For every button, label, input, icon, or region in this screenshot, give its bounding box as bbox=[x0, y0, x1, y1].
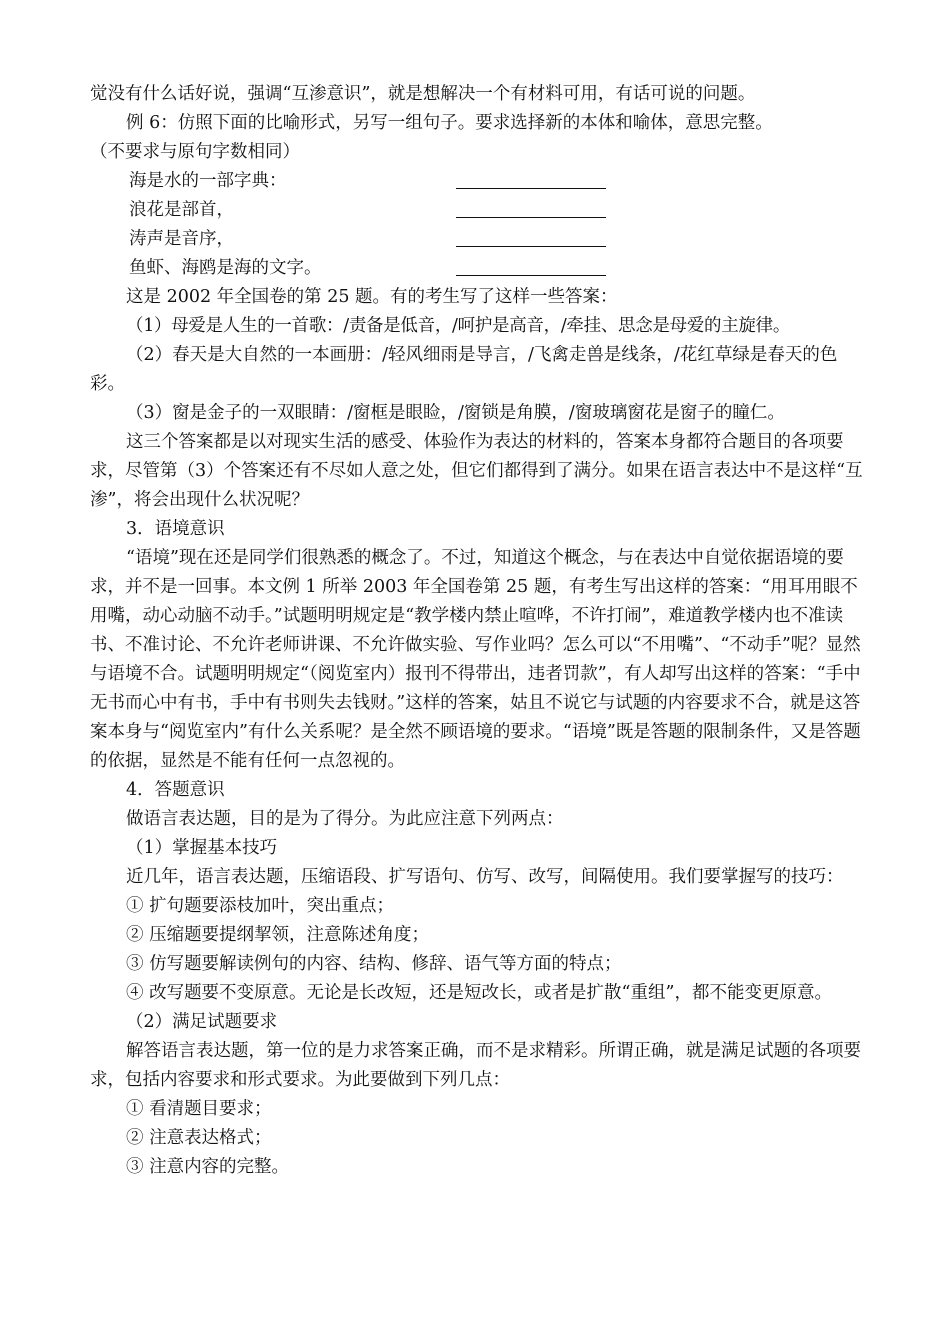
list-item: ③ 注意内容的完整。 bbox=[126, 1157, 290, 1177]
paragraph: 近几年，语言表达题，压缩语段、扩写语句、仿写、改写，间隔使用。我们要掌握写的技巧： bbox=[126, 867, 844, 887]
poem-line bbox=[90, 254, 870, 283]
poem-text: 涛声是音序， bbox=[129, 229, 234, 249]
paragraph: 解答语言表达题，第一位的是力求答案正确，而不是求精彩。所谓正确，就是满足试题的各项要求，包括内容要求和形式要求。为此要做到下列几点： bbox=[90, 1041, 861, 1090]
poem-text: 海是水的一部字典： bbox=[129, 171, 287, 191]
paragraph: 这三个答案都是以对现实生活的感受、体验作为表达的材料的，答案本身都符合题目的各项要求，尽管第（3）个答案还有不尽如人意之处，但它们都得到了满分。如果在语言表达中不是这样“互渗”，将会出现什么状况呢？ bbox=[90, 432, 863, 510]
answer-3: （3）窗是金子的一双眼睛：/窗框是眼睑，/窗锁是角膜，/窗玻璃窗花是窗子的瞳仁。 bbox=[126, 403, 785, 423]
answer-blank bbox=[456, 275, 606, 276]
answer-2: （2）春天是大自然的一本画册：/轻风细雨是导言，/飞禽走兽是线条，/花红草绿是春天的色彩。 bbox=[90, 345, 838, 394]
list-item: ④ 改写题要不变原意。无论是长改短，还是短改长，或者是扩散“重组”，都不能变更原意。 bbox=[126, 983, 832, 1003]
section-heading: 3．语境意识 bbox=[126, 519, 225, 539]
answer-blank bbox=[456, 246, 606, 247]
poem-line bbox=[90, 167, 870, 196]
poem-line bbox=[90, 225, 870, 254]
paragraph: 觉没有什么话好说，强调“互渗意识”，就是想解决一个有材料可用，有话可说的问题。 bbox=[90, 84, 756, 104]
answer-blank bbox=[456, 188, 606, 189]
answer-1: （1）母爱是人生的一首歌：/责备是低音，/呵护是高音，/牵挂、思念是母爱的主旋律。 bbox=[126, 316, 791, 336]
paragraph: 做语言表达题，目的是为了得分。为此应注意下列两点： bbox=[126, 809, 564, 829]
poem-text: 浪花是部首， bbox=[129, 200, 234, 220]
subsection-heading: （2）满足试题要求 bbox=[126, 1012, 278, 1032]
list-item: ② 注意表达格式； bbox=[126, 1128, 272, 1148]
list-item: ② 压缩题要提纲挈领，注意陈述角度； bbox=[126, 925, 430, 945]
poem-text: 鱼虾、海鸥是海的文字。 bbox=[129, 258, 322, 278]
paragraph: “语境”现在还是同学们很熟悉的概念了。不过，知道这个概念，与在表达中自觉依据语境的要求，并不是一回事。本文例 1 所举 2003 年全国卷第 25 题，有考生写出这样的答案：“用耳用眼不用嘴，动心动脑不动手。”试题明明规定是“教学楼内禁止喧哗，不许打闹”，难道教学楼内也不准读书、不准讨论、不允许老师讲课、不允许做实验、写作业吗？怎么可以“不用嘴”、“不动手”呢？显然与语境不合。试题明明规定“（阅览室内）报刊不得带出，违者罚款”，有人却写出这样的答案：“手中无书而心中有书，手中有书则失去钱财。”这样的答案，姑且不说它与试题的内容要求不合，就是这答案本身与“阅览室内”有什么关系呢？是全然不顾语境的要求。“语境”既是答题的限制条件，又是答题的依据，显然是不能有任何一点忽视的。 bbox=[90, 548, 861, 771]
list-item: ③ 仿写题要解读例句的内容、结构、修辞、语气等方面的特点； bbox=[126, 954, 622, 974]
subsection-heading: （1）掌握基本技巧 bbox=[126, 838, 278, 858]
answer-blank bbox=[456, 217, 606, 218]
document-page bbox=[90, 80, 870, 1182]
section-heading: 4．答题意识 bbox=[126, 780, 225, 800]
example-6-note: （不要求与原句字数相同） bbox=[90, 142, 300, 162]
poem-line bbox=[90, 196, 870, 225]
paragraph: 这是 2002 年全国卷的第 25 题。有的考生写了这样一些答案： bbox=[126, 287, 618, 307]
example-6-prompt: 例 6：仿照下面的比喻形式，另写一组句子。要求选择新的本体和喻体，意思完整。 bbox=[126, 113, 773, 133]
list-item: ① 看清题目要求； bbox=[126, 1099, 272, 1119]
list-item: ① 扩句题要添枝加叶，突出重点； bbox=[126, 896, 395, 916]
